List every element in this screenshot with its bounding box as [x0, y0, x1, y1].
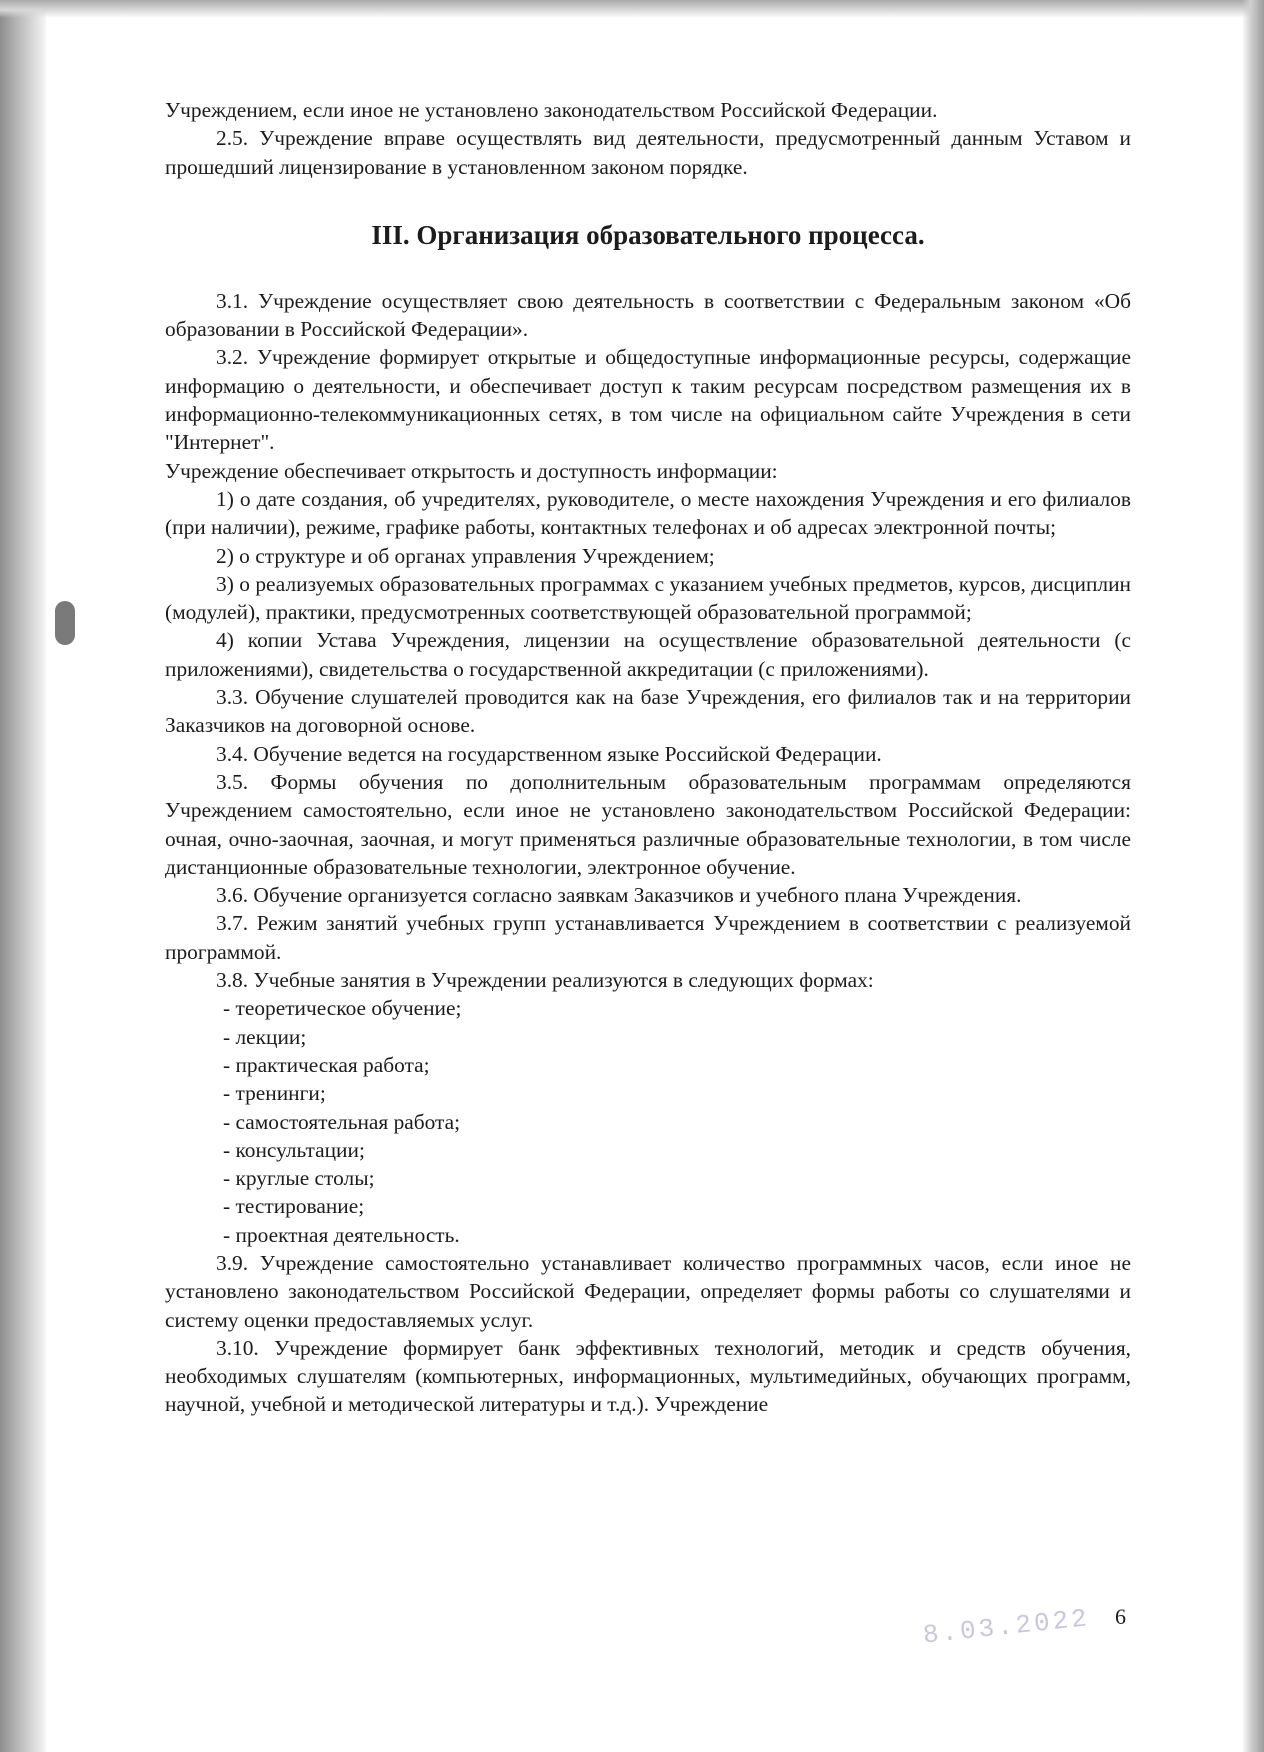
list-item: - тренинги; [223, 1081, 326, 1106]
list-item: - проектная деятельность. [223, 1222, 460, 1247]
section-heading: III. Организация образовательного процесса. [371, 219, 925, 250]
paragraph-3-3: 3.3. Обучение слушателей проводится как на базе Учреждения, его филиалов так и на территории Заказчиков на договорной основе. [165, 685, 1131, 738]
list-item: - практическая работа; [223, 1052, 430, 1077]
info-item-2: 2) о структуре и об органах управления Учреждением; [216, 543, 715, 568]
list-item: - тестирование; [223, 1194, 365, 1219]
list-item: - консультации; [223, 1137, 365, 1162]
document-page [165, 96, 1131, 1419]
info-item-3: 3) о реализуемых образовательных программах с указанием учебных предметов, курсов, дисциплин (модулей), практики, предусмотренных соответствующей образовательной программой; [165, 571, 1131, 625]
paragraph-3-9: 3.9. Учреждение самостоятельно устанавливает количество программных часов, если иное не установлено законодательством Российской Федерации, определяет формы работы со слушателями и систему оценки предоставляемых услуг. [165, 1250, 1131, 1332]
paragraph-3-2: 3.2. Учреждение формирует открытые и общедоступные информационные ресурсы, содержащие информацию о деятельности, и обеспечивает доступ к таким ресурсам посредством размещения их в информационно-телекоммуникационных сетях, в том числе на официальном сайте Учреждения в сети "Интернет". [165, 345, 1131, 455]
paragraph-3-10: 3.10. Учреждение формирует банк эффективных технологий, методик и средств обучения, необходимых слушателям (компьютерных, информационных, мультимедийных, обучающих программ, научной, учебной и методической литературы и т.д.). Учреждение [165, 1335, 1131, 1417]
paragraph-3-1: 3.1. Учреждение осуществляет свою деятельность в соответствии с Федеральным законом «Об образовании в Российской Федерации». [165, 288, 1131, 342]
stamp-date: 8.03.2022 [921, 1603, 1092, 1651]
page-number: 6 [1115, 1604, 1126, 1629]
paragraph-3-8: 3.8. Учебные занятия в Учреждении реализуются в следующих формах: [216, 968, 874, 993]
paragraph-continuation: Учреждением, если иное не установлено законодательством Российской Федерации. [165, 98, 938, 122]
forms-list [165, 994, 1131, 1249]
info-item-1: 1) о дате создания, об учредителях, руководителе, о месте нахождения Учреждения и его филиалов (при наличии), режиме, графике работы, контактных телефонах и об адресах электронной почты; [165, 486, 1131, 540]
paragraph-openness: Учреждение обеспечивает открытость и доступность информации: [165, 458, 778, 483]
scan-shadow-right [1242, 0, 1264, 1752]
list-item: - лекции; [223, 1024, 307, 1049]
paragraph-2-5: 2.5. Учреждение вправе осуществлять вид деятельности, предусмотренный данным Уставом и прошедший лицензирование в установленном законом порядке. [165, 126, 1131, 179]
punch-hole-mark [55, 601, 75, 645]
registration-stamp [718, 1561, 1092, 1692]
list-item: - самостоятельная работа; [223, 1109, 461, 1134]
paragraph-3-7: 3.7. Режим занятий учебных групп устанавливается Учреждением в соответствии с реализуемой программой. [165, 911, 1131, 964]
info-item-4: 4) копии Устава Учреждения, лицензии на осуществление образовательной деятельности (с приложениями), свидетельства о государственной аккредитации (с приложениями). [165, 628, 1131, 681]
scan-shadow-left [0, 0, 46, 1752]
paragraph-3-5: 3.5. Формы обучения по дополнительным образовательным программам определяются Учреждением самостоятельно, если иное не установлено законодательством Российской Федерации: очная, очно-заочная, заочная, и могут применяться различные образовательные технологии, в том числе дистанционные образовательные технологии, электронное обучение. [165, 769, 1131, 879]
paragraph-3-6: 3.6. Обучение организуется согласно заявкам Заказчиков и учебного плана Учреждения. [216, 883, 1022, 908]
paragraph-3-4: 3.4. Обучение ведется на государственном языке Российской Федерации. [216, 741, 882, 766]
list-item: - круглые столы; [223, 1166, 375, 1191]
scan-shadow-top [0, 0, 1264, 18]
list-item: - теоретическое обучение; [223, 996, 462, 1021]
